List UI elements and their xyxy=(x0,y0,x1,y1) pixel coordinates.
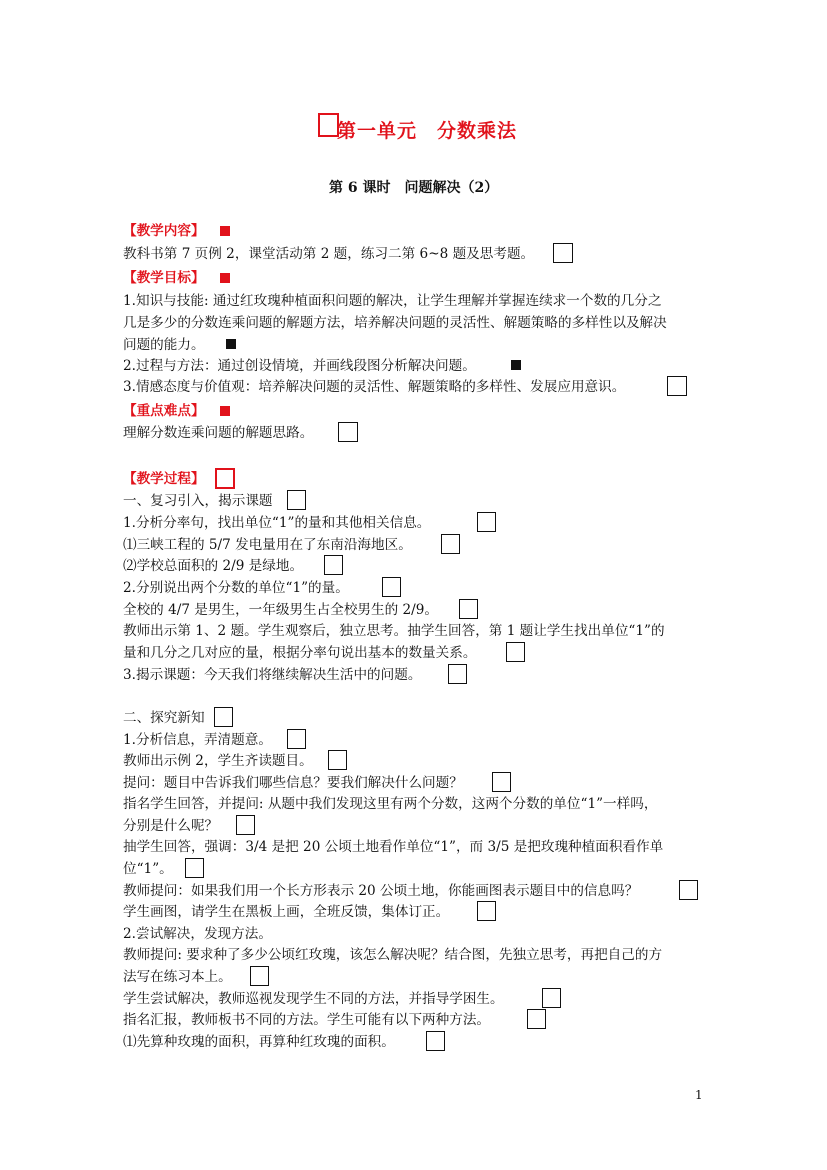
process-line: 3.揭示课题：今天我们将继续解决生活中的问题。 xyxy=(123,667,422,683)
process-line: 量和几分之几对应的量，根据分率句说出基本的数量关系。 xyxy=(123,645,477,661)
process-line: 二、探究新知 xyxy=(123,710,205,726)
process-line: ⑴先算种玫瑰的面积，再算种红玫瑰的面积。 xyxy=(123,1034,395,1050)
process-line: 指名学生回答，并提问: 从题中我们发现这里有两个分数，这两个分数的单位“1”一样吗， xyxy=(123,796,658,812)
empty-box xyxy=(553,243,573,263)
process-line: 2.尝试解决，发现方法。 xyxy=(123,926,272,942)
process-line: 抽学生回答，强调：3/4 是把 20 公顷土地看作单位“1”，而 3/5 是把玫瑰种植面积看作单 xyxy=(123,839,664,855)
section-heading-content: 【教学内容】 xyxy=(123,223,205,239)
process-line: 教师提问：如果我们用一个长方形表示 20 公顷土地，你能画图表示题目中的信息吗？ xyxy=(123,883,639,899)
process-line: 全校的 4/7 是男生，一年级男生占全校男生的 2/9。 xyxy=(123,602,438,618)
goal1-line3: 问题的能力。 xyxy=(123,337,205,353)
red-square-marker xyxy=(220,406,230,416)
section-heading-key: 【重点难点】 xyxy=(123,403,205,419)
process-line: 教师出示第 1、2 题。学生观察后，独立思考。抽学生回答，第 1 题让学生找出单位“1”的 xyxy=(123,623,665,639)
empty-box xyxy=(527,1009,546,1029)
process-line: 2.分别说出两个分数的单位“1”的量。 xyxy=(123,580,349,596)
process-line: ⑴三峡工程的 5/7 发电量用在了东南沿海地区。 xyxy=(123,537,412,553)
lesson-subtitle: 第 6 课时 问题解决（2） xyxy=(329,180,499,196)
empty-box xyxy=(382,577,401,597)
process-line: 1.分析分率句，找出单位“1”的量和其他相关信息。 xyxy=(123,515,431,531)
red-empty-box xyxy=(215,468,235,489)
empty-box xyxy=(287,490,306,510)
process-line: 法写在练习本上。 xyxy=(123,969,232,985)
goal1-line2: 几是多少的分数连乘问题的解题方法，培养解决问题的灵活性、解题策略的多样性以及解决 xyxy=(123,315,667,331)
process-line: 分别是什么呢？ xyxy=(123,818,219,834)
empty-box xyxy=(214,707,233,727)
empty-box xyxy=(441,534,460,554)
process-line: 学生画图，请学生在黑板上画，全班反馈，集体订正。 xyxy=(123,904,450,920)
empty-box xyxy=(506,642,525,662)
empty-box xyxy=(667,376,687,396)
empty-box xyxy=(477,901,496,921)
process-line: 位“1”。 xyxy=(123,861,173,877)
process-line: 提问：题目中告诉我们哪些信息？要我们解决什么问题？ xyxy=(123,775,463,791)
empty-box xyxy=(236,815,255,835)
empty-box xyxy=(679,880,698,900)
black-square-marker xyxy=(511,360,521,370)
content-text: 教科书第 7 页例 2，课堂活动第 2 题，练习二第 6~8 题及思考题。 xyxy=(123,246,535,262)
process-line: 指名汇报，教师板书不同的方法。学生可能有以下两种方法。 xyxy=(123,1012,491,1028)
empty-box xyxy=(250,966,269,986)
page-number: 1 xyxy=(695,1088,703,1102)
page-title: 第一单元 分数乘法 xyxy=(337,120,518,142)
process-line: 1.分析信息，弄清题意。 xyxy=(123,732,272,748)
empty-box xyxy=(542,988,561,1008)
section-heading-goals: 【教学目标】 xyxy=(123,270,205,286)
process-line: 教师提问: 要求种了多少公顷红玫瑰，该怎么解决呢？结合图，先独立思考，再把自己的方 xyxy=(123,947,663,963)
process-line: ⑵学校总面积的 2/9 是绿地。 xyxy=(123,558,304,574)
empty-box xyxy=(426,1031,445,1051)
empty-box xyxy=(459,599,478,619)
section-heading-process: 【教学过程】 xyxy=(123,471,205,487)
goal1-line1: 1.知识与技能: 通过红玫瑰种植面积问题的解决，让学生理解并掌握连续求一个数的几分之 xyxy=(123,293,662,309)
process-line: 教师出示例 2，学生齐读题目。 xyxy=(123,753,313,769)
empty-box xyxy=(448,664,467,684)
empty-box xyxy=(477,512,496,532)
black-square-marker xyxy=(226,339,236,349)
empty-box xyxy=(492,772,511,792)
process-line: 一、复习引入，揭示课题 xyxy=(123,493,273,509)
empty-box xyxy=(287,729,306,749)
goal3: 3.情感态度与价值观：培养解决问题的灵活性、解题策略的多样性、发展应用意识。 xyxy=(123,379,626,395)
red-square-marker xyxy=(220,273,230,283)
red-square-marker xyxy=(220,226,230,236)
empty-box xyxy=(324,555,343,575)
key-text: 理解分数连乘问题的解题思路。 xyxy=(123,425,314,441)
process-line: 学生尝试解决，教师巡视发现学生不同的方法，并指导学困生。 xyxy=(123,991,504,1007)
empty-box xyxy=(185,858,204,878)
empty-box xyxy=(328,750,347,770)
title-red-box xyxy=(318,113,339,137)
empty-box xyxy=(338,422,358,442)
goal2: 2.过程与方法：通过创设情境，并画线段图分析解决问题。 xyxy=(123,358,476,374)
